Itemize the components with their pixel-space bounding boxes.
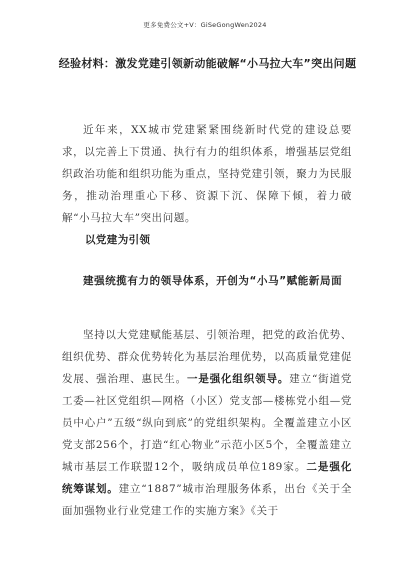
body-paragraph	[62, 324, 352, 522]
point2-label: 二是强化统筹谋划。	[62, 461, 352, 495]
subheading: 建强统揽有力的领导体系，开创为“小马”赋能新局面	[83, 275, 343, 287]
point2-text: 建立“1887”城市治理服务体系，出台《关于全面加强物业行业党建工作的实施方案》《关于	[62, 483, 352, 517]
document-title: 经验材料：激发党建引领新动能破解“小马拉大车”突出问题	[58, 57, 357, 70]
point1-text: 建立“街道党工委—社区党组织—网格（小区）党支部—楼栋党小组—党员中心户”五级“纵向到底”的党组织架构。全覆盖建立小区党支部256个，打造“红心物业”示范小区5个，全覆盖建立城市基层工作联盟12个，吸纳成员单位189家。	[62, 373, 352, 473]
body-lead-text: 坚持以大党建赋能基层、引领治理，把党的政治优势、组织优势、群众优势转化为基层治理优势，以高质量党建促发展、强治理、惠民生。	[62, 329, 352, 385]
section-heading: 以党建为引领	[85, 234, 151, 246]
point1-label: 一是强化组织领导。	[186, 373, 290, 385]
intro-paragraph: 近年来，XX城市党建紧紧围绕新时代党的建设总要求，以完善上下贯通、执行有力的组织体系，增强基层党组织政治功能和组织功能为重点，坚持党建引领，聚力为民服务，推动治理重心下移、资源下沉、保障下倾，着力破解“小马拉大车”突出问题。	[62, 124, 352, 224]
header-watermark-note: 更多免费公文+V：GiSeGongWen2024	[143, 21, 267, 29]
